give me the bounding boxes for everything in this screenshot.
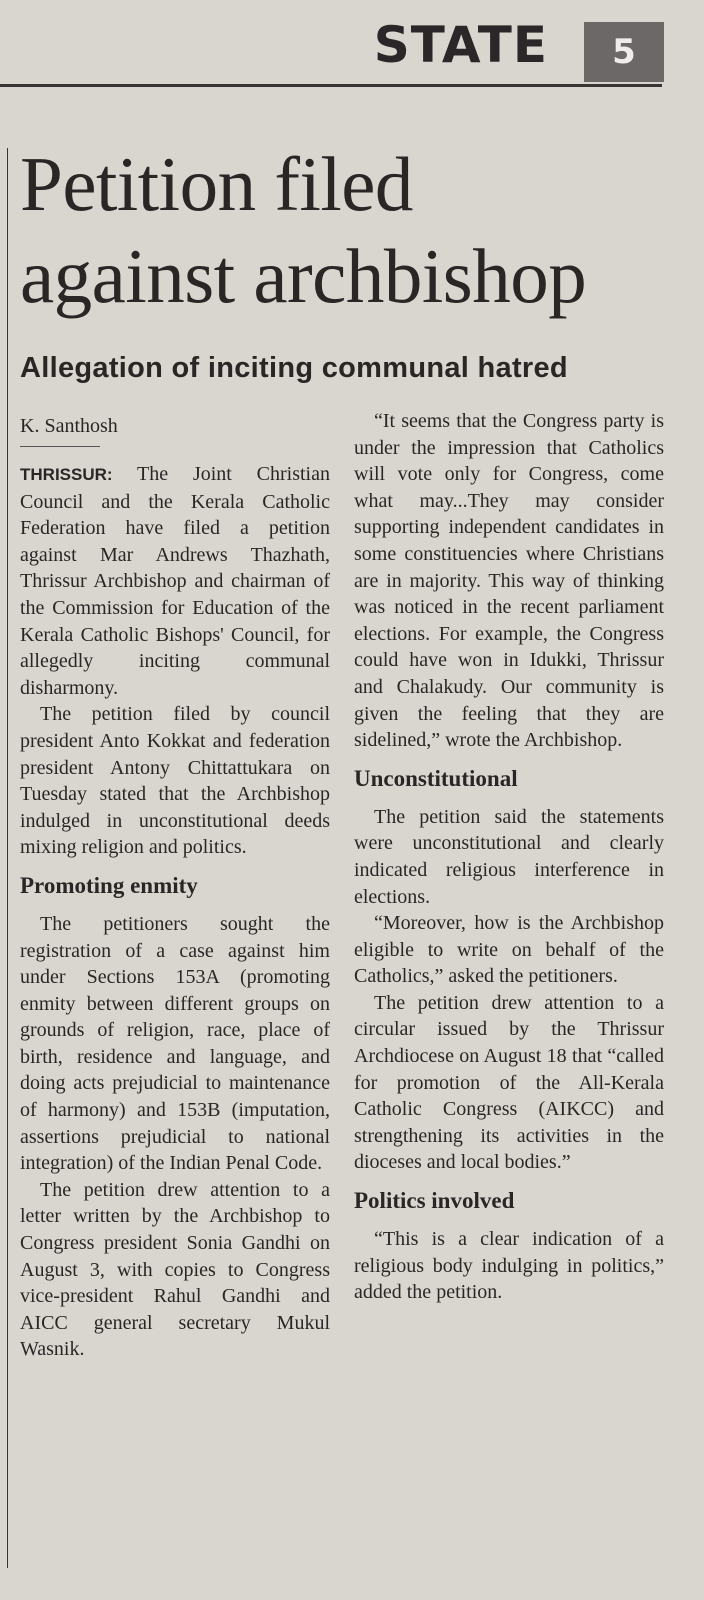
paragraph-text: The Joint Christian Council and the Kerala Catholic Federation have filed a petition against Mar Andrews Thazhath, Thrissur Archbishop and chairman of the Commission for Education of the Kerala Catholic Bishops' Council, for allegedly inciting communal disharmony. xyxy=(20,463,330,699)
byline-rule xyxy=(20,446,100,447)
dateline: THRISSUR: xyxy=(20,465,113,484)
section-label: STATE xyxy=(373,16,548,74)
article-paragraph: “Moreover, how is the Archbishop eligible to write on behalf of the Catholics,” asked the petitioners. xyxy=(354,912,664,988)
article-paragraph: The petition drew attention to a letter written by the Archbishop to Congress president Sonia Gandhi on August 3, with copies to Congress vice-president Rahul Gandhi and AICC general secretary Mukul Wasnik. xyxy=(20,1178,330,1361)
article-paragraph: “It seems that the Congress party is under the impression that Catholics will vote only for Congress, come what may...They may consider supporting independent candidates in some constituencies where Christians are in majority. This way of thinking was noticed in the recent parliament elections. For example, the Congress could have won in Idukki, Thrissur and Chalakudy. Our community is given the feeling that they are sidelined,” wrote the Archbishop. xyxy=(354,410,664,752)
article-column-left xyxy=(20,408,330,1363)
subheading: Politics involved xyxy=(354,1188,515,1214)
subheading: Promoting enmity xyxy=(20,872,198,898)
byline: K. Santhosh xyxy=(20,415,118,437)
article-paragraph: The petition filed by council president Anto Kokkat and federation president Antony Chittattukara on Tuesday stated that the Archbishop indulged in unconstitutional deeds mixing religion and politics. xyxy=(20,703,330,859)
article-column-right xyxy=(354,408,664,1306)
headline-line-2: against archbishop xyxy=(20,233,587,319)
headline xyxy=(20,138,680,322)
section-header xyxy=(0,0,662,87)
article-paragraph: The petitioners sought the registration of a case against him under Sections 153A (promoting enmity between different groups on grounds of religion, race, place of birth, residence and language, and doing acts prejudicial to maintenance of harmony) and 153B (imputation, assertions prejudicial to national integration) of the Indian Penal Code. xyxy=(20,912,330,1175)
article-paragraph: “This is a clear indication of a religious body indulging in politics,” added the petition. xyxy=(354,1228,664,1304)
headline-line-1: Petition filed xyxy=(20,141,413,227)
subheading: Unconstitutional xyxy=(354,765,518,791)
deck-subheadline: Allegation of inciting communal hatred xyxy=(20,352,568,384)
article-paragraph: The petition said the statements were unconstitutional and clearly indicated religious interference in elections. xyxy=(354,805,664,908)
article-paragraph: The petition drew attention to a circular issued by the Thrissur Archdiocese on August 18 that “called for promotion of the All-Kerala Catholic Congress (AIKCC) and strengthening its activities in the dioceses and local bodies.” xyxy=(354,991,664,1174)
article-paragraph xyxy=(20,461,330,701)
page-number-badge: 5 xyxy=(584,22,664,82)
column-rule xyxy=(7,148,8,1568)
